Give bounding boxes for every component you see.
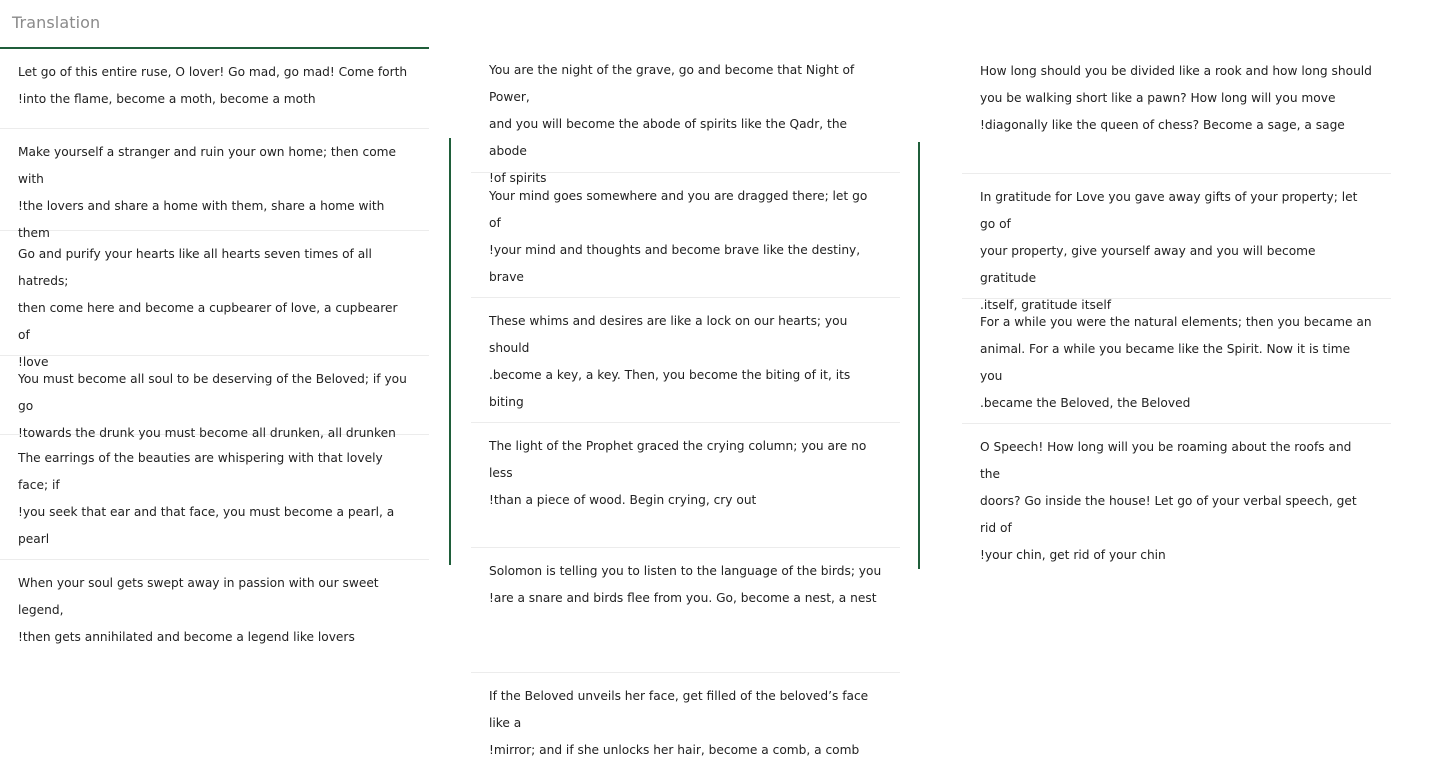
verse-line: !mirror; and if she unlocks her hair, become a comb, a comb	[489, 743, 860, 757]
verse-line: Go and purify your hearts like all hearts seven times of all hatreds;	[18, 247, 372, 288]
verse-line: !are a snare and birds flee from you. Go, become a nest, a nest	[489, 591, 877, 605]
verse-line: you be walking short like a pawn? How long will you move	[980, 91, 1336, 105]
verse-line: doors? Go inside the house! Let go of your verbal speech, get rid of	[980, 494, 1357, 535]
verse-line: !than a piece of wood. Begin crying, cry out	[489, 493, 757, 507]
verse-item	[471, 173, 900, 298]
verse-line: !your chin, get rid of your chin	[980, 548, 1166, 562]
verse-item	[962, 299, 1391, 424]
verse-line: !into the flame, become a moth, become a moth	[18, 92, 316, 106]
verse-line: You are the night of the grave, go and become that Night of Power,	[489, 63, 855, 104]
page-title: Translation	[12, 13, 101, 32]
verse-line: Make yourself a stranger and ruin your own home; then come with	[18, 145, 397, 186]
verse-item	[0, 231, 429, 369]
verse-line: your property, give yourself away and you will become gratitude	[980, 244, 1316, 285]
verse-line: When your soul gets swept away in passion with our sweet legend,	[18, 576, 379, 617]
column-divider	[449, 138, 451, 565]
verse-item	[0, 49, 429, 129]
verse-line: then come here and become a cupbearer of love, a cupbearer of	[18, 301, 398, 342]
verse-line: !your mind and thoughts and become brave like the destiny, brave	[489, 243, 861, 284]
verse-line: !of spirits	[489, 171, 547, 185]
verse-item	[471, 673, 900, 763]
verse-line: !you seek that ear and that face, you must become a pearl, a pearl	[18, 505, 395, 546]
verse-line: Your mind goes somewhere and you are dragged there; let go of	[489, 189, 868, 230]
verse-item	[962, 49, 1391, 174]
verse-item	[0, 129, 429, 240]
verse-line: These whims and desires are like a lock on our hearts; you should	[489, 314, 848, 355]
verse-line: .itself, gratitude itself	[980, 298, 1111, 312]
verse-line: .become a key, a key. Then, you become the biting of it, its biting	[489, 368, 851, 409]
verse-item	[0, 560, 429, 644]
verse-line: !towards the drunk you must become all drunken, all drunken	[18, 426, 396, 440]
verse-line: .became the Beloved, the Beloved	[980, 396, 1191, 410]
verse-line: Let go of this entire ruse, O lover! Go mad, go mad! Come forth	[18, 65, 408, 79]
verse-item	[471, 49, 900, 185]
verse-item	[471, 548, 900, 673]
verse-column-2	[471, 49, 900, 763]
verse-item	[0, 435, 429, 560]
verse-line: You must become all soul to be deserving of the Beloved; if you go	[18, 372, 407, 413]
verse-column-1	[0, 49, 429, 644]
verse-line: !the lovers and share a home with them, share a home with them	[18, 199, 385, 240]
verse-line: O Speech! How long will you be roaming about the roofs and the	[980, 440, 1352, 481]
verse-line: The light of the Prophet graced the crying column; you are no less	[489, 439, 867, 480]
verse-line: !love	[18, 355, 49, 369]
verse-line: and you will become the abode of spirits like the Qadr, the abode	[489, 117, 848, 158]
verse-line: animal. For a while you became like the Spirit. Now it is time you	[980, 342, 1351, 383]
verse-line: !then gets annihilated and become a legend like lovers	[18, 630, 355, 644]
column-divider	[918, 142, 920, 569]
verse-column-3	[962, 49, 1391, 562]
verse-line: For a while you were the natural elements; then you became an	[980, 315, 1372, 329]
verse-line: How long should you be divided like a rook and how long should	[980, 64, 1372, 78]
verse-line: If the Beloved unveils her face, get filled of the beloved’s face like a	[489, 689, 869, 730]
verse-item	[0, 356, 429, 440]
verse-line: Solomon is telling you to listen to the language of the birds; you	[489, 564, 882, 578]
verse-item	[962, 174, 1391, 312]
verse-item	[471, 298, 900, 423]
verse-item	[471, 423, 900, 548]
verse-line: The earrings of the beauties are whispering with that lovely face; if	[18, 451, 383, 492]
verse-line: In gratitude for Love you gave away gifts of your property; let go of	[980, 190, 1358, 231]
verse-line: !diagonally like the queen of chess? Become a sage, a sage	[980, 118, 1345, 132]
verse-item	[962, 424, 1391, 562]
